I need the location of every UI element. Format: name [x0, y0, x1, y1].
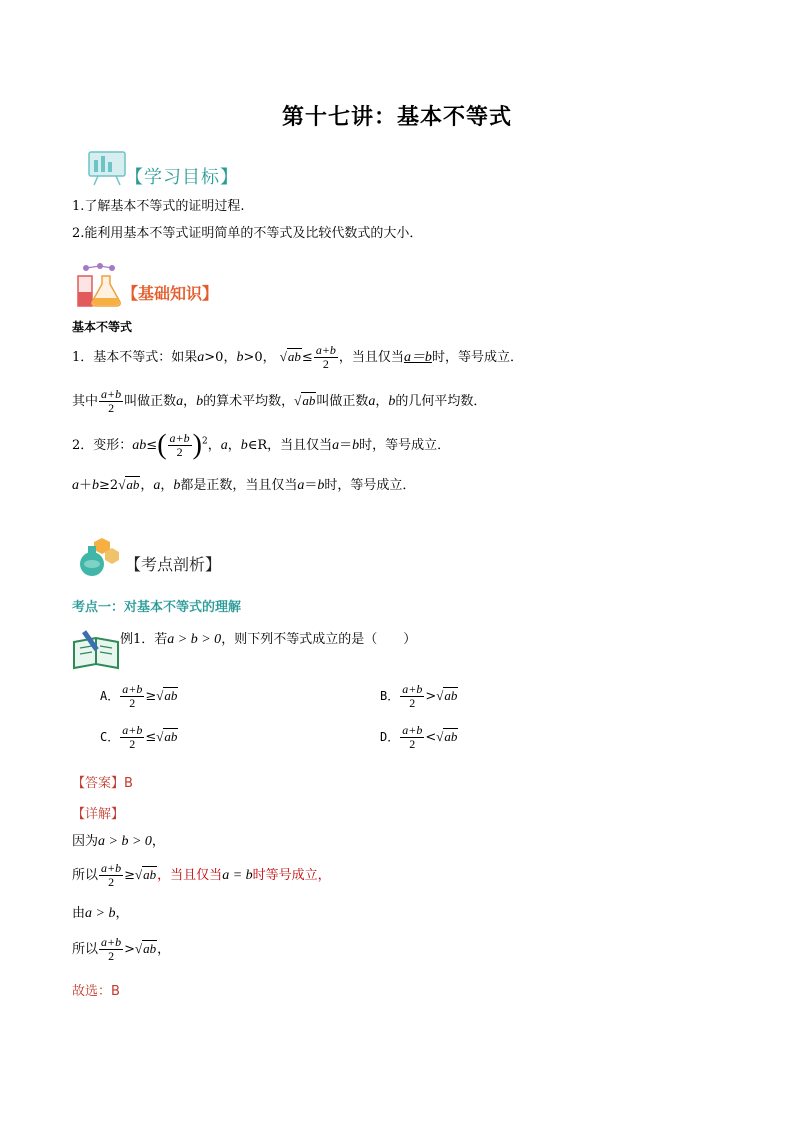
text: ， — [115, 906, 129, 921]
text: 1．基本不等式：如果 — [72, 350, 198, 365]
radicand: ab — [287, 349, 301, 364]
fraction — [168, 432, 192, 459]
text: 时等号成立， — [252, 868, 331, 883]
radicand: ab — [164, 688, 178, 703]
presentation-board-icon — [86, 150, 128, 186]
sqrt-ab: √ab — [118, 477, 140, 492]
radicand: ab — [302, 393, 316, 408]
fraction — [120, 724, 144, 751]
option-a[interactable] — [100, 683, 178, 710]
text: 所以 — [72, 942, 99, 957]
var-a: a — [176, 394, 184, 409]
text: ， — [151, 834, 165, 849]
denominator: 2 — [108, 949, 115, 963]
operator: ≥ — [145, 689, 157, 704]
text: ＝ — [304, 478, 318, 493]
var-a: a — [153, 478, 161, 493]
text: 所以 — [72, 868, 99, 883]
basics-line-2 — [72, 388, 486, 415]
right-paren: ) — [192, 429, 202, 461]
fraction — [120, 683, 144, 710]
le-sign: ≤ — [146, 438, 158, 453]
var-b: b — [240, 438, 248, 453]
text: 其中 — [72, 394, 99, 409]
solution-step-2 — [72, 862, 331, 889]
var-a: a — [220, 438, 228, 453]
var-b: b — [317, 478, 325, 493]
text: >0， — [204, 350, 237, 365]
var-a: a — [297, 478, 305, 493]
operator: > — [124, 942, 136, 957]
sqrt-ab: √ab — [436, 729, 458, 744]
var-ab: ab — [132, 438, 147, 453]
denominator: 2 — [322, 357, 329, 371]
book-pencil-icon — [72, 630, 120, 670]
text: ＋ — [79, 478, 93, 493]
var-b: b — [196, 394, 204, 409]
fraction — [400, 724, 424, 751]
numerator: a+b — [315, 343, 336, 357]
detail-label: 【详解】 — [72, 807, 125, 822]
equality-condition: a＝b — [403, 350, 432, 365]
sqrt-ab: √ab — [436, 688, 458, 703]
var-b: b — [92, 478, 100, 493]
condition: a > b — [85, 906, 116, 921]
var-b: b — [388, 394, 396, 409]
ge-sign: ≥2 — [99, 478, 119, 493]
radicand: ab — [143, 867, 157, 882]
denominator: 2 — [108, 401, 115, 415]
flask-icon — [72, 262, 124, 308]
fraction — [314, 344, 338, 371]
exponent: 2 — [201, 436, 208, 447]
solution-step-3 — [72, 905, 128, 923]
question-text: ，则下列不等式成立的是（ ） — [221, 632, 417, 647]
text: ， — [375, 394, 389, 409]
text: ， — [140, 478, 154, 493]
sqrt-ab: √ab — [135, 867, 157, 882]
numerator: a+b — [122, 682, 143, 696]
radicand: ab — [126, 477, 140, 492]
solution-step-1 — [72, 833, 165, 851]
section-title-goals: 【学习目标】 — [125, 167, 239, 188]
solution-step-4 — [72, 936, 170, 963]
operator: < — [425, 730, 437, 745]
kaodian-heading: 考点一：对基本不等式的理解 — [72, 600, 242, 615]
sqrt-ab: √ab — [279, 349, 301, 364]
var-b: b — [352, 438, 360, 453]
numerator: a+b — [101, 861, 122, 875]
option-c[interactable] — [100, 724, 178, 751]
var-a: a — [197, 350, 205, 365]
denominator: 2 — [409, 737, 416, 751]
goal-item-2: 2.能利用基本不等式证明简单的不等式及比较代数式的大小． — [72, 226, 423, 241]
var-a: a — [332, 438, 340, 453]
final-choice: 故选：B — [72, 984, 120, 999]
numerator: a+b — [101, 935, 122, 949]
fraction — [99, 936, 123, 963]
option-d[interactable] — [380, 724, 458, 751]
example-1-question — [120, 631, 416, 649]
text: ，当且仅当 — [338, 350, 404, 365]
var-b: b — [236, 350, 244, 365]
sqrt-ab: √ab — [294, 393, 316, 408]
radicand: ab — [444, 688, 458, 703]
numerator: a+b — [169, 431, 190, 445]
var-b: b — [173, 478, 181, 493]
text: >0， — [243, 350, 276, 365]
text: 时，等号成立． — [324, 478, 416, 493]
text: ， — [183, 394, 197, 409]
basics-heading: 基本不等式 — [72, 320, 133, 334]
denominator: 2 — [129, 696, 136, 710]
numerator: a+b — [122, 723, 143, 737]
goal-item-1: 1.了解基本不等式的证明过程. — [72, 199, 245, 214]
text: ， — [227, 438, 241, 453]
text: 因为 — [72, 834, 99, 849]
equality-condition: a = b — [222, 868, 253, 883]
radicand: ab — [143, 941, 157, 956]
text: 的几何平均数． — [395, 394, 487, 409]
text: 都是正数，当且仅当 — [180, 478, 298, 493]
denominator: 2 — [129, 737, 136, 751]
radicand: ab — [164, 729, 178, 744]
operator: ≥ — [124, 868, 136, 883]
denominator: 2 — [108, 875, 115, 889]
operator: ≤ — [145, 730, 157, 745]
basics-line-4 — [72, 476, 415, 495]
option-key: A． — [100, 689, 120, 703]
sqrt-ab: √ab — [156, 729, 178, 744]
text: ， — [160, 478, 174, 493]
numerator: a+b — [402, 723, 423, 737]
option-key: C． — [100, 730, 120, 744]
basics-line-1 — [72, 344, 523, 371]
text: 由 — [72, 906, 86, 921]
page-title: 第十七讲：基本不等式 — [281, 105, 512, 130]
radicand: ab — [444, 729, 458, 744]
text: 的算术平均数， — [203, 394, 295, 409]
left-paren: ( — [157, 429, 167, 461]
section-title-basics: 【基础知识】 — [122, 284, 219, 303]
sqrt-ab: √ab — [156, 688, 178, 703]
sqrt-ab: √ab — [135, 941, 157, 956]
fraction — [99, 388, 123, 415]
option-key: B． — [380, 689, 400, 703]
section-title-analysis: 【考点剖析】 — [125, 555, 222, 574]
numerator: a+b — [402, 682, 423, 696]
text: 时，等号成立． — [359, 438, 451, 453]
option-b[interactable] — [380, 683, 458, 710]
example-label: 例1．若 — [120, 632, 168, 647]
text: 叫做正数 — [124, 394, 177, 409]
text: 叫做正数 — [316, 394, 369, 409]
answer-label: 【答案】B — [72, 776, 133, 791]
numerator: a+b — [101, 387, 122, 401]
lab-flask-icon — [72, 536, 122, 578]
operator: > — [425, 689, 437, 704]
text: 2．变形： — [72, 438, 133, 453]
condition: a > b > 0 — [98, 834, 152, 849]
text: ＝ — [339, 438, 353, 453]
denominator: 2 — [409, 696, 416, 710]
option-key: D． — [380, 730, 400, 744]
denominator: 2 — [176, 445, 183, 459]
text: ∈R，当且仅当 — [247, 438, 333, 453]
text: 时，等号成立． — [431, 350, 523, 365]
basics-line-3 — [72, 429, 451, 461]
text: ， — [207, 438, 221, 453]
le-sign: ≤ — [301, 350, 313, 365]
text: ，当且仅当 — [157, 868, 223, 883]
var-a: a — [368, 394, 376, 409]
fraction — [99, 862, 123, 889]
condition: a > b > 0 — [167, 632, 222, 647]
fraction — [400, 683, 424, 710]
text: ， — [157, 942, 171, 957]
var-a: a — [72, 478, 79, 493]
